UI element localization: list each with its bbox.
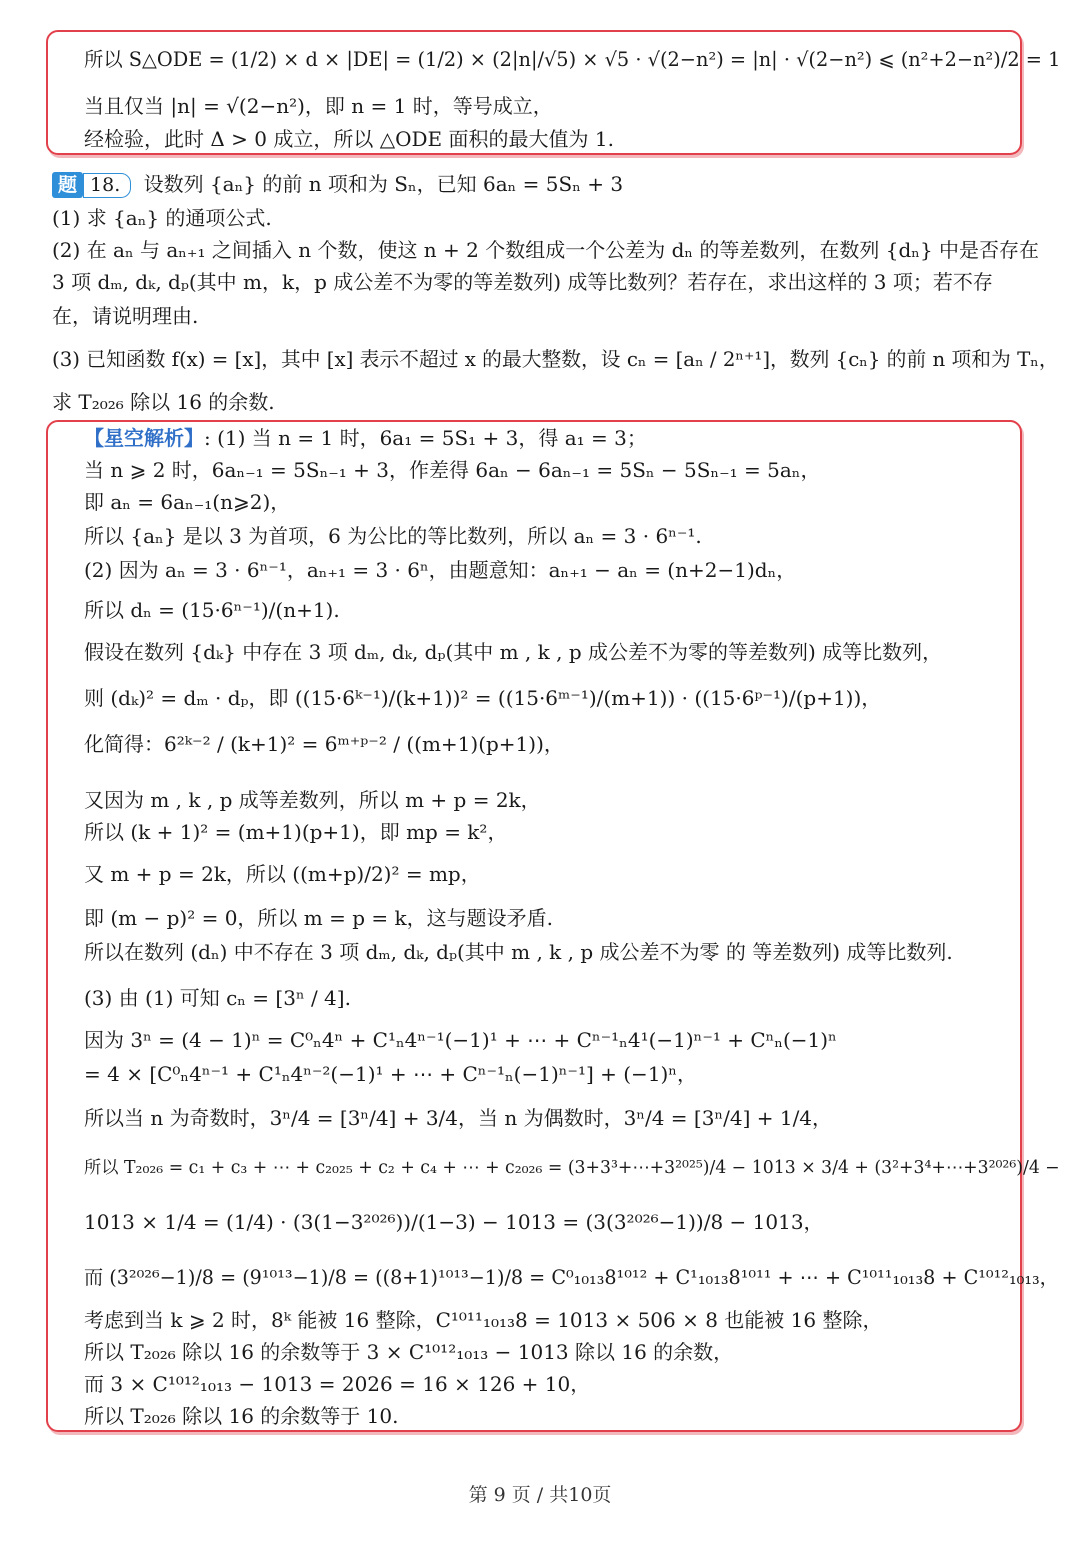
problem-part-2-line-3: 在，请说明理由. <box>52 304 199 328</box>
solution-line-5: 所以 dₙ = (15·6ⁿ⁻¹)/(n+1). <box>84 598 340 622</box>
problem-part-2-line-1: (2) 在 aₙ 与 aₙ₊₁ 之间插入 n 个数，使这 n + 2 个数组成一个公差为 dₙ 的等差数列，在数列 {dₙ} 中是否存在 <box>52 238 1040 262</box>
problem-tag: 题 <box>52 172 83 198</box>
solution-line-13: 所以在数列 (dₙ) 中不存在 3 项 dₘ, dₖ, dₚ(其中 m , k , p 成公差不为零 的 等差数列) 成等比数列. <box>84 940 953 964</box>
page-footer: 第 9 页 / 共10页 <box>468 1484 612 1506</box>
problem-number: 18. <box>83 173 131 198</box>
solution-first-line <box>84 424 647 452</box>
solution-line-23: 而 3 × C¹⁰¹²₁₀₁₃ − 1013 = 2026 = 16 × 126 + 10， <box>84 1372 591 1396</box>
solution-label: 【星空解析】 <box>84 426 204 450</box>
solution-line-14: (3) 由 (1) 可知 cₙ = [3ⁿ / 4]. <box>84 986 351 1010</box>
problem-header <box>52 170 623 198</box>
solution-line-22: 所以 T₂₀₂₆ 除以 16 的余数等于 3 × C¹⁰¹²₁₀₁₃ − 1013 除以 16 的余数， <box>84 1340 734 1364</box>
solution-line-16: = 4 × [C⁰ₙ4ⁿ⁻¹ + C¹ₙ4ⁿ⁻²(−1)¹ + ⋯ + Cⁿ⁻¹ₙ(−1)ⁿ⁻¹] + (−1)ⁿ， <box>84 1062 697 1086</box>
solution-line-7: 则 (dₖ)² = dₘ · dₚ，即 ((15·6ᵏ⁻¹)/(k+1))² = ((15·6ᵐ⁻¹)/(m+1)) · ((15·6ᵖ⁻¹)/(p+1))， <box>84 686 882 710</box>
solution-line-4: (2) 因为 aₙ = 3 · 6ⁿ⁻¹，aₙ₊₁ = 3 · 6ⁿ，由题意知：aₙ₊₁ − aₙ = (n+2−1)dₙ， <box>84 558 797 582</box>
solution-line-8: 化简得：6²ᵏ⁻² / (k+1)² = 6ᵐ⁺ᵖ⁻² / ((m+1)(p+1))， <box>84 732 564 756</box>
solution-line-12: 即 (m − p)² = 0，所以 m = p = k，这与题设矛盾. <box>84 906 553 930</box>
solution-line-9: 又因为 m , k , p 成等差数列，所以 m + p = 2k， <box>84 788 541 812</box>
problem-part-2-line-2: 3 项 dₘ, dₖ, dₚ(其中 m，k，p 成公差不为零的等差数列) 成等比数列？若存在，求出这样的 3 项；若不存 <box>52 270 993 294</box>
solution-line-21: 考虑到当 k ⩾ 2 时，8ᵏ 能被 16 整除，C¹⁰¹¹₁₀₁₃8 = 1013 × 506 × 8 也能被 16 整除， <box>84 1308 883 1332</box>
prev-solution-line-2: 当且仅当 |n| = √(2−n²)，即 n = 1 时，等号成立， <box>84 94 553 118</box>
problem-part-1: (1) 求 {aₙ} 的通项公式. <box>52 206 272 230</box>
problem-part-3-line-2: 求 T₂₀₂₆ 除以 16 的余数. <box>52 390 275 414</box>
solution-line-2: 即 aₙ = 6aₙ₋₁(n⩾2)， <box>84 490 291 514</box>
prev-solution-line-1: 所以 S△ODE = (1/2) × d × |DE| = (1/2) × (2|n|/√5) × √5 · √(2−n²) = |n| · √(2−n²) ⩽ (n²+2−n²)/2 = 1 <box>84 48 1061 71</box>
solution-line-10: 所以 (k + 1)² = (m+1)(p+1)，即 mp = k²， <box>84 820 508 844</box>
problem-stem: 设数列 {aₙ} 的前 n 项和为 Sₙ，已知 6aₙ = 5Sₙ + 3 <box>143 172 624 196</box>
solution-line-3: 所以 {aₙ} 是以 3 为首项，6 为公比的等比数列，所以 aₙ = 3 · 6ⁿ⁻¹. <box>84 524 702 548</box>
solution-line-0: : (1) 当 n = 1 时，6a₁ = 5S₁ + 3，得 a₁ = 3； <box>204 426 647 450</box>
solution-line-19: 1013 × 1/4 = (1/4) · (3(1−3²⁰²⁶))/(1−3) − 1013 = (3(3²⁰²⁶−1))/8 − 1013， <box>84 1210 824 1234</box>
solution-line-11: 又 m + p = 2k，所以 ((m+p)/2)² = mp， <box>84 862 481 886</box>
solution-line-1: 当 n ⩾ 2 时，6aₙ₋₁ = 5Sₙ₋₁ + 3，作差得 6aₙ − 6aₙ₋₁ = 5Sₙ − 5Sₙ₋₁ = 5aₙ， <box>84 458 821 482</box>
prev-solution-line-3: 经检验，此时 Δ > 0 成立，所以 △ODE 面积的最大值为 1. <box>84 127 614 151</box>
solution-line-17: 所以当 n 为奇数时，3ⁿ/4 = [3ⁿ/4] + 3/4，当 n 为偶数时，3ⁿ/4 = [3ⁿ/4] + 1/4， <box>84 1106 833 1130</box>
solution-line-6: 假设在数列 {dₖ} 中存在 3 项 dₘ, dₖ, dₚ(其中 m , k , p 成公差不为零的等差数列) 成等比数列， <box>84 640 943 664</box>
solution-line-18: 所以 T₂₀₂₆ = c₁ + c₃ + ⋯ + c₂₀₂₅ + c₂ + c₄ + ⋯ + c₂₀₂₆ = (3+3³+⋯+3²⁰²⁵)/4 − 1013 × 3/4 + (3²+3⁴+⋯+3²⁰²⁶)/4 − <box>84 1158 1060 1178</box>
solution-line-24: 所以 T₂₀₂₆ 除以 16 的余数等于 10. <box>84 1404 399 1428</box>
solution-line-15: 因为 3ⁿ = (4 − 1)ⁿ = C⁰ₙ4ⁿ + C¹ₙ4ⁿ⁻¹(−1)¹ + ⋯ + Cⁿ⁻¹ₙ4¹(−1)ⁿ⁻¹ + Cⁿₙ(−1)ⁿ <box>84 1028 837 1052</box>
problem-part-3-line-1: (3) 已知函数 f(x) = [x]，其中 [x] 表示不超过 x 的最大整数，设 cₙ = [aₙ / 2ⁿ⁺¹]，数列 {cₙ} 的前 n 项和为 Tₙ， <box>52 348 1059 371</box>
solution-line-20: 而 (3²⁰²⁶−1)/8 = (9¹⁰¹³−1)/8 = ((8+1)¹⁰¹³−1)/8 = C⁰₁₀₁₃8¹⁰¹² + C¹₁₀₁₃8¹⁰¹¹ + ⋯ + C¹⁰¹¹₁₀₁₃8 + C¹⁰¹²₁₀₁₃， <box>84 1266 1059 1289</box>
